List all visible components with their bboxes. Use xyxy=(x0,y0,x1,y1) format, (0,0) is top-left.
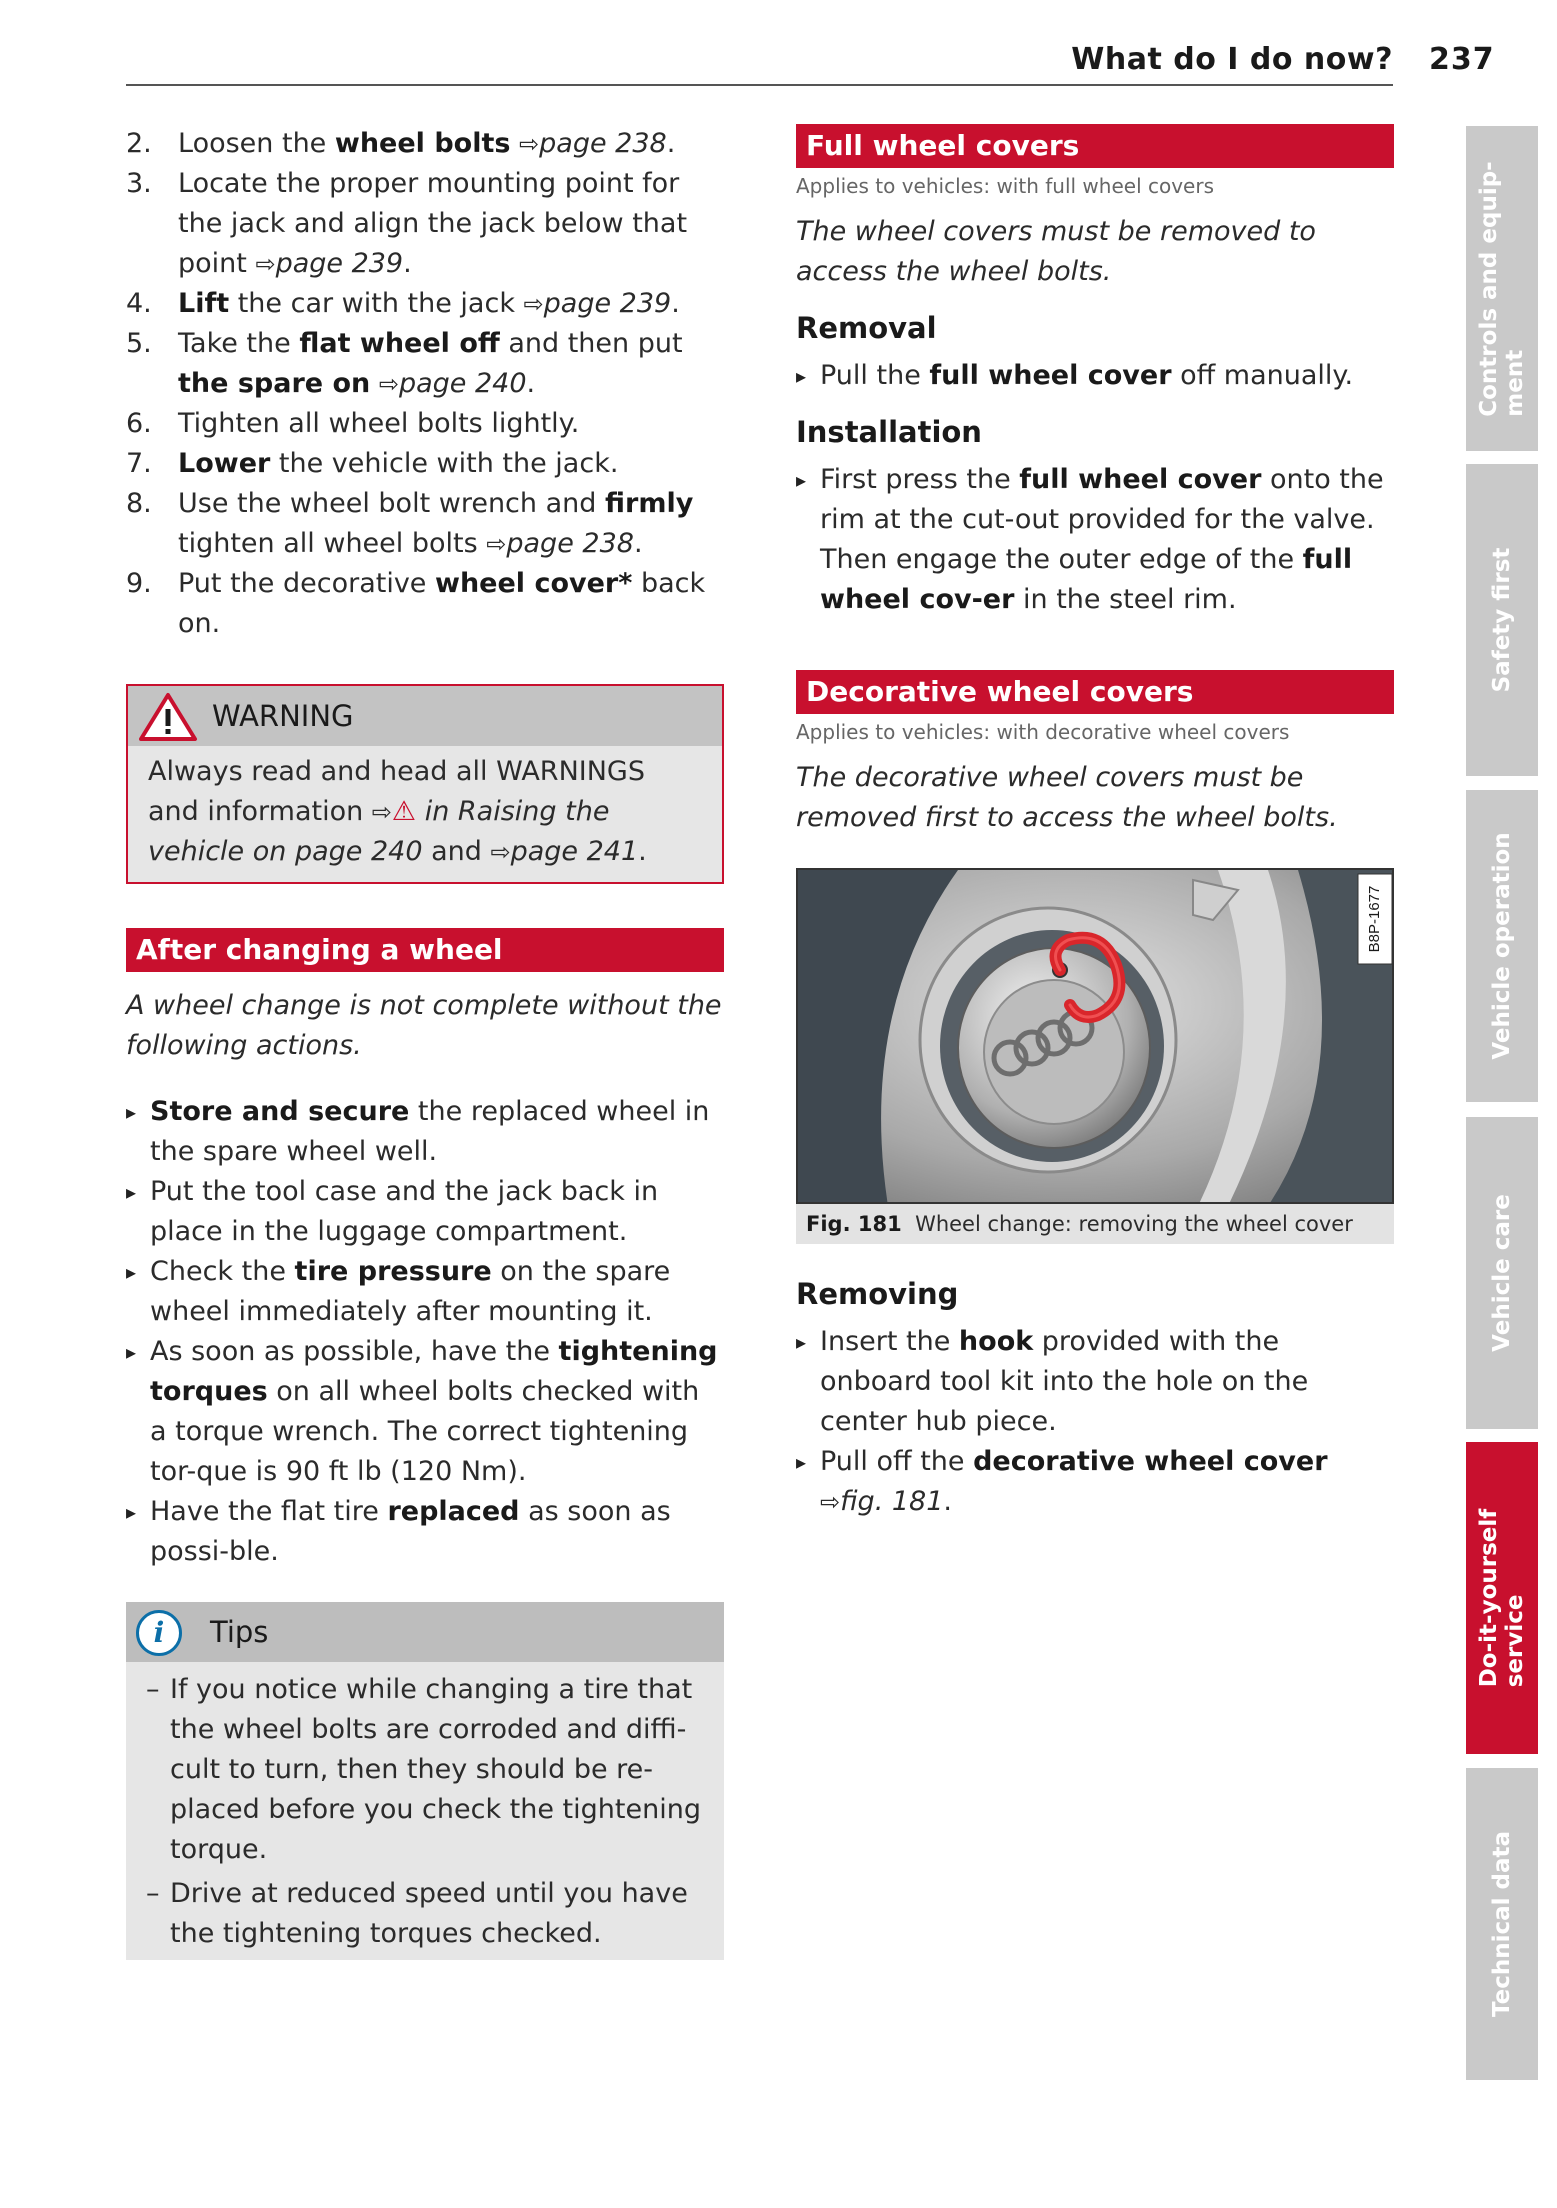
applies-note: Applies to vehicles: with full wheel covers xyxy=(796,174,1214,198)
after-bullets xyxy=(126,1092,724,1572)
list-item: ▸ Pull off the decorative wheel cover ⇨fig. 181. xyxy=(796,1442,1394,1522)
removing-bullets xyxy=(796,1322,1394,1522)
section-intro: The wheel covers must be removed to access the wheel bolts. xyxy=(796,216,1316,287)
installation-bullets xyxy=(796,460,1394,620)
warning-triangle-icon xyxy=(138,692,198,742)
warning-header xyxy=(128,686,722,746)
section-intro: A wheel change is not complete without the following actions. xyxy=(126,990,722,1061)
tips-title: Tips xyxy=(210,1615,269,1649)
list-item: – If you notice while changing a tire that the wheel bolts are corroded and diffi-cult to turn, then they should be re-placed before you check the tightening torque. xyxy=(146,1670,706,1870)
tab-vehicle-operation[interactable]: Vehicle operation xyxy=(1466,790,1538,1102)
step-item: 4. Lift the car with the jack ⇨page 239. xyxy=(126,288,680,319)
header-title: What do I do now? xyxy=(1071,42,1393,77)
list-item: ▸ Check the tire pressure on the spare wheel immediately after mounting it. xyxy=(126,1252,724,1332)
step-item: 3. Locate the proper mounting point for the jack and align the jack below that point ⇨page 239. xyxy=(126,168,688,279)
wheel-cover-illustration xyxy=(796,868,1394,1204)
list-item: ▸ Store and secure the replaced wheel in the spare wheel well. xyxy=(126,1092,724,1172)
step-item: 8. Use the wheel bolt wrench and firmly tighten all wheel bolts ⇨page 238. xyxy=(126,488,694,559)
info-icon: i xyxy=(136,1610,182,1656)
applies-note: Applies to vehicles: with decorative wheel covers xyxy=(796,720,1290,744)
left-column xyxy=(126,124,724,1960)
tips-list xyxy=(126,1662,724,1960)
warning-body: Always read and head all WARNINGS and information ⇨⚠ in Raising the vehicle on page 240 and ⇨page 241. xyxy=(148,756,647,867)
page-number-wrap xyxy=(126,38,1495,86)
right-column xyxy=(796,124,1394,1522)
step-item: 5. Take the flat wheel off and then put the spare on ⇨page 240. xyxy=(126,328,683,399)
full-wheel-covers-section xyxy=(796,124,1394,620)
subheading-installation: Installation xyxy=(796,415,982,449)
decorative-wheel-covers-section xyxy=(796,670,1394,1522)
tab-vehicle-care[interactable]: Vehicle care xyxy=(1466,1117,1538,1429)
list-item: ▸ As soon as possible, have the tightening torques on all wheel bolts checked with a torque wrench. The correct tightening tor-que is 90 ft lb (120 Nm). xyxy=(126,1332,724,1492)
subheading-removing: Removing xyxy=(796,1277,959,1311)
list-item: ▸ Pull the full wheel cover off manually. xyxy=(796,356,1394,396)
page-number: 237 xyxy=(1429,42,1495,77)
step-item: 7. Lower the vehicle with the jack. xyxy=(126,448,619,479)
list-item: ▸ First press the full wheel cover onto the rim at the cut-out provided for the valve. Then engage the outer edge of the full wheel cov-er in the steel rim. xyxy=(796,460,1394,620)
subheading-removal: Removal xyxy=(796,311,937,345)
tab-technical-data[interactable]: Technical data xyxy=(1466,1768,1538,2080)
list-item: ▸ Put the tool case and the jack back in place in the luggage compartment. xyxy=(126,1172,724,1252)
warning-title: WARNING xyxy=(212,699,354,733)
step-item: 6. Tighten all wheel bolts lightly. xyxy=(126,408,580,439)
step-item: 9. Put the decorative wheel cover* back on. xyxy=(126,568,706,639)
removal-bullets xyxy=(796,356,1394,396)
tab-safety-first[interactable]: Safety first xyxy=(1466,464,1538,776)
tips-header xyxy=(126,1602,724,1662)
list-item: – Drive at reduced speed until you have the tightening torques checked. xyxy=(146,1874,706,1954)
figure-caption xyxy=(796,1204,1394,1244)
step-item: 2. Loosen the wheel bolts ⇨page 238. xyxy=(126,128,676,159)
section-heading: Full wheel covers xyxy=(796,124,1394,168)
tab-do-it-yourself-service[interactable]: Do-it-yourself service xyxy=(1466,1442,1538,1754)
wheel-change-steps xyxy=(126,124,724,644)
tips-box xyxy=(126,1602,724,1960)
tab-controls-and-equipment[interactable]: Controls and equip- ment xyxy=(1466,126,1538,451)
figure-caption-text: Wheel change: removing the wheel cover xyxy=(915,1212,1353,1236)
list-item: ▸ Insert the hook provided with the onboard tool kit into the hole on the center hub piece. xyxy=(796,1322,1394,1442)
section-intro: The decorative wheel covers must be removed first to access the wheel bolts. xyxy=(796,762,1338,833)
figure-label: Fig. 181 xyxy=(806,1212,902,1236)
warning-box xyxy=(126,684,724,884)
section-heading: Decorative wheel covers xyxy=(796,670,1394,714)
after-changing-section xyxy=(126,928,724,1572)
section-heading: After changing a wheel xyxy=(126,928,724,972)
figure-code: B8P-1677 xyxy=(1365,885,1383,953)
chapter-tabs xyxy=(1466,0,1538,2208)
wheel-hub-illustration xyxy=(798,870,1394,1204)
list-item: ▸ Have the flat tire replaced as soon as possi-ble. xyxy=(126,1492,724,1572)
figure-181 xyxy=(796,868,1394,1244)
